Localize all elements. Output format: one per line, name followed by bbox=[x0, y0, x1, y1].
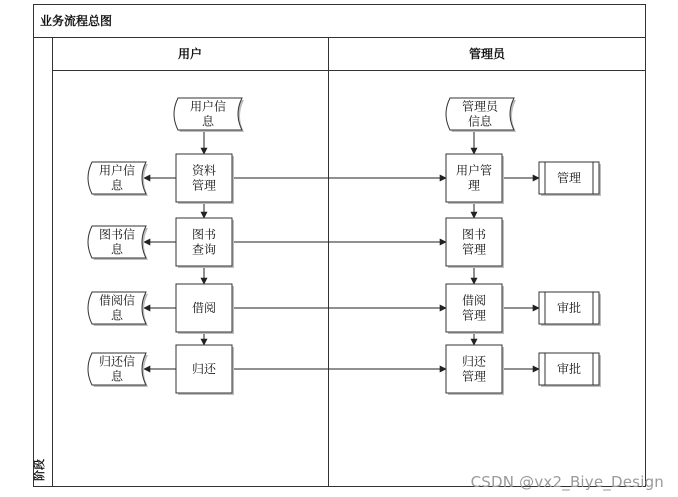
user-step-1-line: 资料 bbox=[191, 163, 217, 178]
admin-step-3-line: 借阅 bbox=[461, 293, 487, 308]
diagram-title: 业务流程总图 bbox=[40, 14, 113, 28]
user-input-doc-line: 用户信 bbox=[189, 99, 227, 114]
user-step-4 bbox=[176, 345, 234, 395]
user-output-doc-3-line: 借阅信 bbox=[98, 293, 136, 308]
user-output-doc-2-line: 息 bbox=[110, 242, 124, 257]
user-step-3 bbox=[176, 284, 234, 334]
admin-step-2 bbox=[446, 218, 504, 268]
user-input-doc-line: 息 bbox=[201, 114, 215, 129]
user-step-2-line: 图书 bbox=[191, 227, 217, 242]
user-step-2 bbox=[176, 218, 234, 268]
watermark: CSDN @vx2_Biye_Design bbox=[470, 473, 664, 491]
lane-header-user: 用户 bbox=[177, 47, 203, 61]
user-output-doc-3 bbox=[88, 292, 148, 326]
admin-step-4 bbox=[446, 345, 504, 395]
user-step-2-line: 查询 bbox=[191, 242, 217, 257]
user-output-doc-1-line: 息 bbox=[110, 178, 124, 193]
user-step-4-line: 归还 bbox=[191, 362, 217, 376]
admin-subprocess-1 bbox=[539, 162, 601, 196]
admin-step-4-line: 管理 bbox=[461, 369, 487, 384]
admin-step-4-line: 归还 bbox=[461, 354, 487, 369]
user-output-doc-2-line: 图书信 bbox=[98, 227, 136, 242]
user-output-doc-1 bbox=[88, 162, 148, 196]
user-output-doc-4 bbox=[88, 353, 148, 387]
user-step-1-line: 管理 bbox=[191, 178, 217, 193]
lane-header-admin: 管理员 bbox=[468, 47, 506, 61]
admin-step-1 bbox=[446, 154, 504, 204]
admin-step-2-line: 管理 bbox=[461, 242, 487, 257]
admin-input-doc bbox=[446, 98, 516, 132]
admin-input-doc-line: 信息 bbox=[467, 114, 493, 129]
admin-subprocess-1-label: 管理 bbox=[556, 171, 582, 185]
user-output-doc-4-line: 息 bbox=[110, 369, 124, 384]
admin-subprocess-4-label: 审批 bbox=[556, 362, 582, 376]
user-step-3-line: 借阅 bbox=[191, 301, 217, 315]
user-output-doc-4-line: 归还信 bbox=[98, 354, 136, 369]
admin-subprocess-3-label: 审批 bbox=[556, 301, 582, 315]
admin-step-2-line: 图书 bbox=[461, 227, 487, 242]
admin-subprocess-4 bbox=[539, 353, 601, 387]
user-input-doc bbox=[174, 98, 244, 132]
admin-step-3-line: 管理 bbox=[461, 308, 487, 323]
admin-step-1-line: 理 bbox=[467, 178, 481, 193]
stage-label: 阶段 bbox=[33, 459, 46, 481]
admin-subprocess-3 bbox=[539, 292, 601, 326]
admin-input-doc-line: 管理员 bbox=[461, 99, 499, 114]
admin-step-3 bbox=[446, 284, 504, 334]
user-output-doc-1-line: 用户信 bbox=[98, 163, 136, 178]
admin-step-1-line: 用户管 bbox=[455, 163, 493, 178]
user-output-doc-2 bbox=[88, 226, 148, 260]
user-output-doc-3-line: 息 bbox=[110, 308, 124, 323]
user-step-1 bbox=[176, 154, 234, 204]
